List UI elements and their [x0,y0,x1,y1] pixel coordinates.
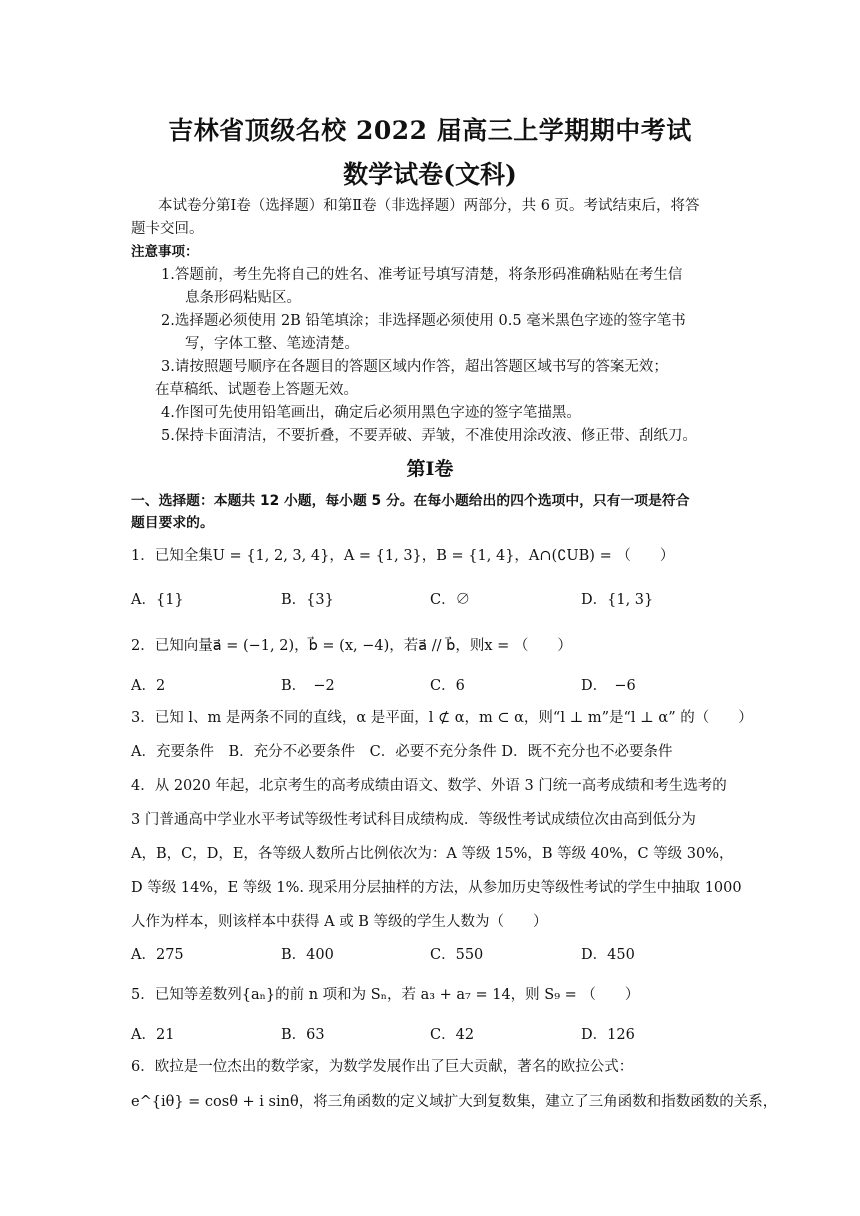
question-stem: 5．已知等差数列{aₙ}的前 n 项和为 Sₙ，若 a₃ + a₇ = 14，则 S₉ = （ ） [131,987,640,1003]
note-line: 1.答题前，考生先将自己的姓名、准考证号填写清楚，将条形码准确粘贴在考生信 [161,267,683,283]
option-c: C．550 [430,947,484,963]
option-a: A．275 [131,947,184,963]
option-c: C．6 [430,678,465,694]
question-line: D 等级 14%，E 等级 1%. 现采用分层抽样的方法，从参加历史等级性考试的学生中抽取 1000 [131,880,742,896]
exam-subtitle: 数学试卷(文科) [343,160,517,189]
option-d: D．{1, 3} [581,592,654,608]
options-row: A．充要条件 B．充分不必要条件 C．必要不充分条件 D．既不充分也不必要条件 [131,744,673,760]
question-line: 6．欧拉是一位杰出的数学家，为数学发展作出了巨大贡献，著名的欧拉公式： [131,1059,634,1075]
question-line: 3 门普通高中学业水平考试等级性考试科目成绩构成．等级性考试成绩位次由高到低分为 [131,812,696,828]
intro-line: 题卡交回。 [131,221,204,237]
option-c: C．42 [430,1027,475,1043]
option-b: B．400 [281,947,334,963]
option-b: B．{3} [281,592,334,608]
intro-line: 本试卷分第Ⅰ卷（选择题）和第Ⅱ卷（非选择题）两部分，共 6 页。考试结束后，将答 [158,198,700,214]
option-b: B．63 [281,1027,325,1043]
note-line: 5.保持卡面清洁，不要折叠，不要弄破、弄皱，不准使用涂改液、修正带、刮纸刀。 [161,428,697,444]
question-line: 4．从 2020 年起，北京考生的高考成绩由语文、数学、外语 3 门统一高考成绩和考生选考的 [131,778,727,794]
note-line: 在草稿纸、试题卷上答题无效。 [155,382,358,398]
option-a: A．21 [131,1027,175,1043]
note-line: 息条形码粘贴区。 [185,290,301,306]
option-d: D．450 [581,947,635,963]
option-a: A．{1} [131,592,184,608]
option-d: D．126 [581,1027,635,1043]
notes-heading: 注意事项： [131,244,199,260]
section-heading: 一、选择题：本题共 12 小题，每小题 5 分。在每小题给出的四个选项中，只有一项是符合 [131,493,690,509]
section-title: 第Ⅰ卷 [406,458,454,480]
note-line: 2.选择题必须使用 2B 铅笔填涂；非选择题必须使用 0.5 毫米黑色字迹的签字笔书 [161,313,686,329]
option-d: D． −6 [581,678,636,694]
note-line: 3.请按照题号顺序在各题目的答题区域内作答，超出答题区域书写的答案无效； [161,359,668,375]
section-heading: 题目要求的。 [131,515,214,531]
question-line: 人作为样本，则该样本中获得 A 或 B 等级的学生人数为（ ） [131,914,548,930]
question-stem: 1．已知全集U = {1, 2, 3, 4}，A = {1, 3}，B = {1, 4}，A∩(∁UB) = （ ） [131,548,675,564]
note-line: 写，字体工整、笔迹清楚。 [185,336,359,352]
question-line: e^{iθ} = cosθ + i sinθ，将三角函数的定义域扩大到复数集，建立了三角函数和指数函数的关系， [131,1094,778,1110]
question-stem: 3．已知 l、m 是两条不同的直线，α 是平面，l ⊄ α，m ⊂ α，则“l ⊥ m”是“l ⊥ α” 的（ ） [131,710,753,726]
note-line: 4.作图可先使用铅笔画出，确定后必须用黑色字迹的签字笔描黑。 [161,405,581,421]
option-b: B． −2 [281,678,335,694]
option-c: C．∅ [430,592,471,608]
exam-title: 吉林省顶级名校 2022 届高三上学期期中考试 [168,116,692,145]
question-line: A，B，C，D，E，各等级人数所占比例依次为：A 等级 15%，B 等级 40%，C 等级 30%， [131,846,734,862]
option-a: A．2 [131,678,166,694]
question-stem: 2．已知向量a⃗ = (−1, 2)，b⃗ = (x, −4)，若a⃗ // b⃗，则x = （ ） [131,638,572,654]
